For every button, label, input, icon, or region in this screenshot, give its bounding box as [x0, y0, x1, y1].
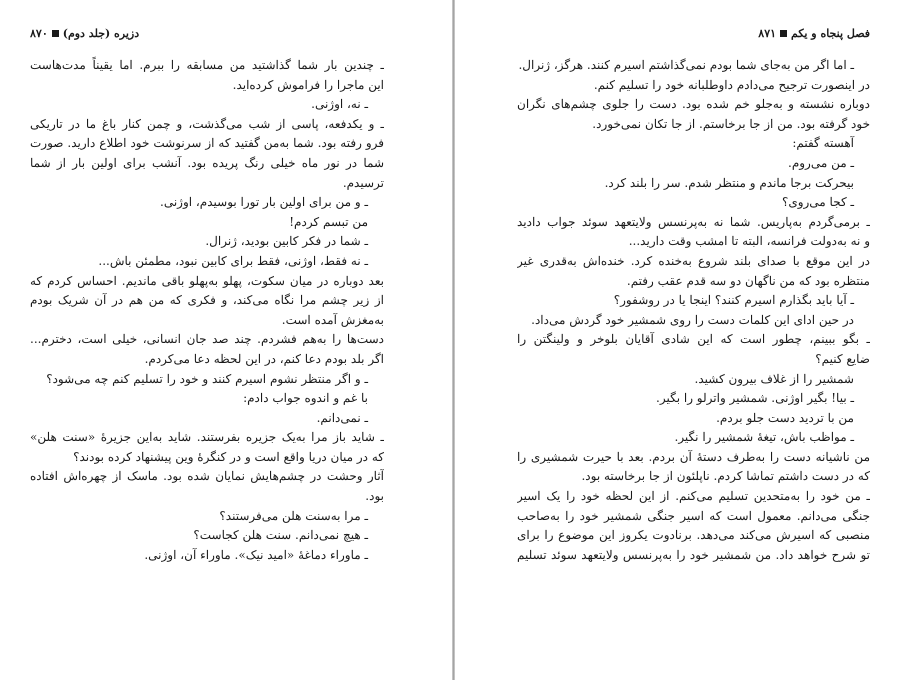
text-line: بیحرکت برجا ماندم و منتظر شدم. سر را بلند کرد. [604, 175, 854, 190]
text-line: منتظره بود که من ناگهان دو سه قدم عقب رفتم. [626, 273, 870, 288]
text-line: ـ و من برای اولین بار تورا بوسیدم، اوژنی. [160, 195, 368, 210]
text-line: ـ هیچ نمی‌دانم. سنت هلن کجاست؟ [193, 528, 368, 543]
text-line: و نه به‌دولت فرانسه، البته تا امشب وقت دارید... [628, 234, 870, 249]
text-line: ـ ماوراء دماغهٔ «امید نیک». ماوراء آن، اوژنی. [144, 547, 368, 562]
text-line: ـ و اگر منتظر نشوم اسیرم کنند و خود را تسلیم کنم چه می‌شود؟ [46, 371, 368, 386]
text-line: ـ نه فقط، اوژنی، فقط برای کابین نبود، مطمئن باش... [98, 253, 368, 268]
left-page-text [30, 56, 384, 565]
text-line: من با تردید دست جلو بردم. [716, 410, 854, 425]
text-line: جنگی می‌دانم. معمول است که اسیر جنگی شمشیر خود را به‌صاحب [517, 508, 870, 523]
text-line: این ماجرا را فراموش کرده‌اید. [232, 77, 384, 92]
left-page-number: ۸۷۰ [30, 26, 48, 40]
text-line: دوباره نشسته و به‌جلو خم شده بود. دست را جلوی چشم‌های نگران [517, 97, 870, 112]
text-line: بعد دوباره در میان سکوت، پهلو به‌پهلو باقی ماندیم. احساس کردم که [30, 273, 384, 288]
text-line: آثار وحشت در چشم‌هایش نمایان شده بود. ماسک از چهره‌اش افتاده [30, 469, 384, 484]
text-line: که در دست داشتم تماشا کردم. ناپلئون از جا برخاسته بود. [581, 469, 870, 484]
right-page-number: ۸۷۱ [758, 26, 777, 40]
text-line: ـ بیا! بگیر اوژنی. شمشیر واترلو را بگیر. [656, 391, 854, 406]
text-line: تو شرح خواهد داد. من شمشیر خود را به‌پرنسس ولایتعهد سوئد تسلیم [517, 547, 870, 562]
text-line: با غم و اندوه جواب دادم: [243, 391, 368, 406]
text-line: ـ آیا باید بگذارم اسیرم کنند؟ اینجا یا در روشفور؟ [613, 293, 854, 308]
text-line: من ناشیانه دست را به‌طرف دستهٔ آن بردم. بعد با حیرت شمشیری را [517, 449, 870, 464]
text-line: ـ برمی‌گردم به‌پاریس. شما نه به‌پرنسس ولایتعهد سوئد جواب دادید [517, 214, 870, 229]
text-line: ـ کجا می‌روی؟ [781, 195, 854, 210]
text-line: در حین ادای این کلمات دست را روی شمشیر خود گردش می‌داد. [531, 312, 854, 327]
text-line: منصبی که اسیرش می‌کند می‌دهد. برنادوت یکروز این موضوع را برای [517, 528, 870, 543]
text-line: آهسته گفتم: [792, 136, 854, 151]
right-page-text [517, 56, 870, 565]
text-line: ـ و یکدفعه، پاسی از شب می‌گذشت، و چمن کنار باغ ما در تاریکی [30, 116, 384, 131]
text-line: ـ اما اگر من به‌جای شما بودم نمی‌گذاشتم اسیرم کنند. هرگز، ژنرال. [518, 58, 854, 72]
text-line: ـ نه، اوژنی. [311, 97, 368, 112]
text-line: بود. [365, 489, 384, 504]
right-page-header [517, 22, 870, 44]
text-line: ـ شاید باز مرا به‌یک جزیره بفرستند. شاید به‌این جزیرهٔ «سنت هلن» [30, 430, 384, 445]
text-line: که در میان دریا واقع است و در کنگرهٔ وین پیشنهاد کرده بودند؟ [73, 449, 384, 464]
text-line: من تبسم کردم! [289, 214, 368, 229]
text-line: خود گرفته بود. من از جا برخاستم. از جا تکان نمی‌خورد. [592, 116, 870, 131]
text-line: دست‌ها را به‌هم فشردم. چند صد جان انسانی، خیلی است، دخترم... [30, 332, 384, 347]
text-line: ترسیدم. [342, 175, 384, 190]
text-line: از زیر چشم مرا نگاه می‌کند، و فکری که من هم در آن شریک بودم [30, 293, 384, 308]
text-line: ـ چندین بار شما گذاشتید من مسابقه را ببرم. اما یقیناً مدت‌هاست [30, 58, 384, 72]
text-line: شما در نور ماه خیلی رنگ پریده بود. آنشب برای اولین بار از شما [30, 155, 384, 170]
text-line: در این موقع با صدای بلند شروع به‌خنده کرد. خنده‌اش به‌قدری غیر [517, 253, 870, 268]
left-page-header [30, 22, 384, 44]
text-line: ـ من خود را به‌متحدین تسلیم می‌کنم. از این لحظه خود را یک اسیر [517, 489, 870, 504]
text-line: ـ نمی‌دانم. [316, 410, 368, 425]
text-line: ـ بگو ببینم، چطور است که این شادی آقایان بلوخر و ولینگتن را [517, 332, 870, 347]
text-line: به‌مغزش آمده است. [281, 312, 384, 327]
text-line: ضایع کنیم؟ [815, 351, 870, 366]
text-line: ـ شما در فکر کابین بودید، ژنرال. [205, 234, 368, 249]
text-line: در اینصورت ترجیح می‌دادم داوطلبانه خود را تسلیم کنم. [593, 77, 870, 92]
text-line: فرو رفته بود. شما به‌من گفتید که از سرنوشت خود اطلاع دارید. صورت [30, 136, 384, 151]
book-title: دزیره (جلد دوم) [62, 26, 140, 40]
header-square-icon [780, 30, 787, 37]
left-page [0, 0, 452, 680]
chapter-title: فصل پنجاه و یکم [791, 26, 870, 40]
text-line: ـ من می‌روم. [788, 155, 854, 170]
right-page [455, 0, 912, 680]
text-line: شمشیر را از غلاف بیرون کشید. [694, 371, 854, 386]
text-line: ـ مواظب باش، تیغهٔ شمشیر را نگیر. [674, 430, 854, 445]
header-square-icon [52, 30, 59, 37]
text-line: ـ مرا به‌سنت هلن می‌فرستند؟ [219, 508, 368, 523]
text-line: اگر بلد بودم دعا کنم، در این لحظه دعا می‌کردم. [144, 351, 384, 366]
